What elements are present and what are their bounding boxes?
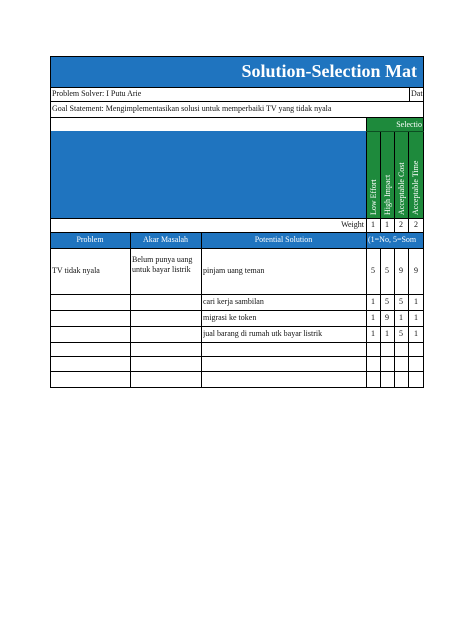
- row1-problem: TV tidak nyala: [52, 266, 100, 275]
- row2-score-4: 1: [414, 297, 418, 306]
- grid-line: [380, 248, 381, 388]
- goal-statement: Goal Statement: Mengimplementasikan solusi untuk memperbaiki TV yang tidak nyala: [52, 104, 332, 113]
- grid-line: [366, 117, 367, 388]
- row1-score-3: 9: [399, 266, 403, 275]
- solution-selection-matrix: [50, 56, 424, 388]
- grid-line: [201, 232, 202, 388]
- matrix-title: Solution-Selection Mat: [241, 61, 417, 81]
- row4-score-1: 1: [371, 329, 375, 338]
- row4-score-2: 1: [385, 329, 389, 338]
- grid-line: [50, 218, 424, 219]
- row1-score-1: 5: [371, 266, 375, 275]
- criteria-header: Selectio: [396, 120, 422, 129]
- row1-score-4: 9: [414, 266, 418, 275]
- column-akar-masalah: Akar Masalah: [142, 235, 189, 244]
- grid-line: [50, 56, 51, 388]
- criteria-acceptable-time: Acceptable Time: [411, 160, 420, 215]
- grid-line: [50, 87, 424, 88]
- row3-score-3: 1: [399, 313, 403, 322]
- row1-solution: pinjam uang teman: [203, 266, 265, 275]
- row3-score-4: 1: [414, 313, 418, 322]
- grid-line: [50, 342, 424, 343]
- grid-line: [50, 101, 424, 102]
- grid-line: [394, 248, 395, 388]
- grid-line: [366, 131, 424, 132]
- row1-akar: Belum punya uang untuk bayar listrik: [132, 255, 193, 274]
- row3-score-2: 9: [385, 313, 389, 322]
- grid-line: [50, 310, 424, 311]
- grid-line: [423, 56, 424, 388]
- row4-solution: jual barang di rumah utk bayar listrik: [203, 329, 323, 338]
- problem-solver: Problem Solver: I Putu Arie: [52, 89, 142, 98]
- grid-line: [380, 131, 381, 232]
- date-label: Dat: [411, 89, 423, 98]
- header-blue-block: [50, 131, 366, 218]
- grid-line: [50, 294, 424, 295]
- grid-line: [50, 232, 424, 233]
- criteria-low-effort: Low Effort: [369, 179, 378, 215]
- row3-solution: migrasi ke token: [203, 313, 257, 322]
- row2-score-1: 1: [371, 297, 375, 306]
- column-problem: Problem: [76, 235, 104, 244]
- row2-solution: cari kerja sambilan: [203, 297, 264, 306]
- grid-line: [50, 248, 424, 249]
- grid-line: [50, 326, 424, 327]
- weight-low-effort: 1: [371, 220, 375, 229]
- row4-score-4: 1: [414, 329, 418, 338]
- row2-score-3: 5: [399, 297, 403, 306]
- grid-line: [50, 117, 424, 118]
- criteria-acceptable-cost: Acceptable Cost: [397, 162, 406, 215]
- grid-line: [409, 87, 410, 101]
- row1-score-2: 5: [385, 266, 389, 275]
- grid-line: [394, 131, 395, 232]
- weight-acceptable-time: 2: [414, 220, 418, 229]
- column-scale: (1=No, 5=Som: [368, 235, 417, 244]
- grid-line: [408, 131, 409, 232]
- grid-line: [50, 356, 424, 357]
- row2-score-2: 5: [385, 297, 389, 306]
- row3-score-1: 1: [371, 313, 375, 322]
- criteria-high-impact: High Impact: [383, 174, 392, 215]
- grid-line: [130, 232, 131, 388]
- grid-line: [50, 387, 424, 388]
- title-bar: [50, 56, 424, 87]
- grid-line: [50, 371, 424, 372]
- weight-label: Weight: [341, 220, 364, 229]
- grid-line: [408, 248, 409, 388]
- column-potential-solution: Potential Solution: [254, 235, 313, 244]
- row4-score-3: 5: [399, 329, 403, 338]
- weight-high-impact: 1: [385, 220, 389, 229]
- weight-acceptable-cost: 2: [399, 220, 403, 229]
